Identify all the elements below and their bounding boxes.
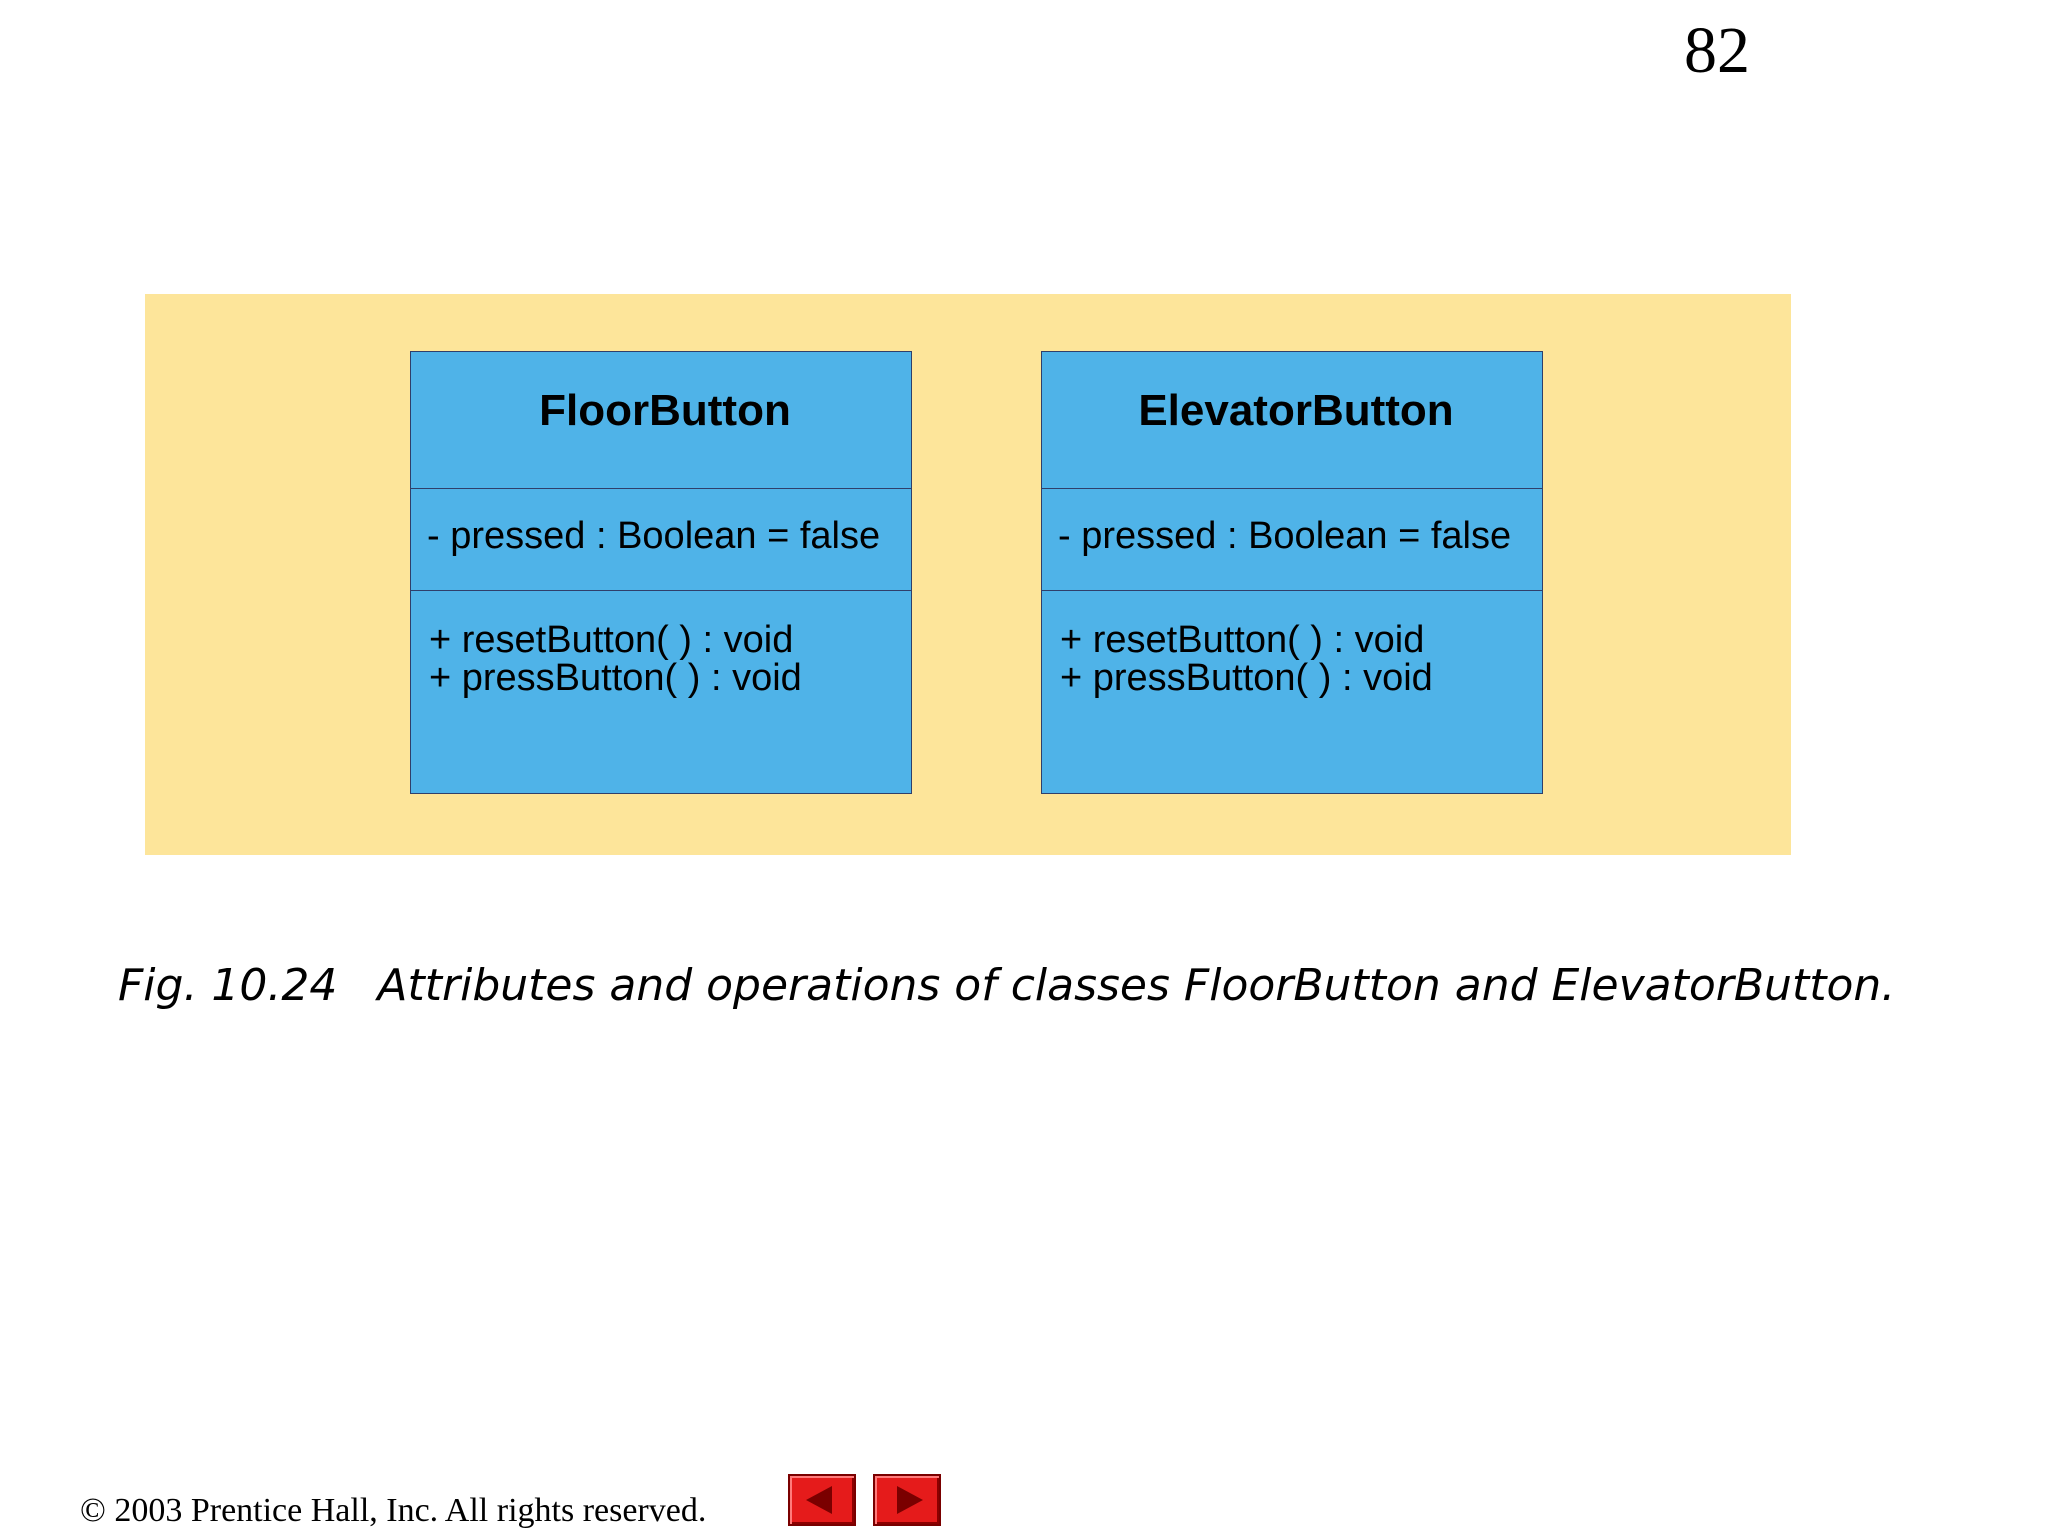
class-name: ElevatorButton: [1042, 352, 1542, 489]
operation: + pressButton( ) : void: [1060, 657, 1433, 699]
diagram-panel: [145, 294, 1791, 855]
figure-number: Fig. 10.24: [118, 960, 338, 1011]
class-attributes: [1042, 489, 1542, 591]
class-box-floorbutton: [410, 351, 912, 794]
operation: + resetButton( ) : void: [1060, 619, 1425, 661]
class-attributes: [411, 489, 911, 591]
attribute: - pressed : Boolean = false: [1058, 515, 1512, 557]
figure-caption: [118, 960, 1895, 1011]
previous-slide-button[interactable]: [788, 1474, 856, 1526]
operation: + pressButton( ) : void: [429, 657, 802, 699]
left-arrow-icon: [790, 1476, 854, 1524]
page-number: 82: [1684, 14, 1750, 87]
class-operations: [411, 591, 911, 697]
class-name: FloorButton: [411, 352, 911, 489]
attribute: - pressed : Boolean = false: [427, 515, 881, 557]
figure-caption-text: Attributes and operations of classes FloorButton and ElevatorButton.: [377, 960, 1896, 1011]
copyright-notice: © 2003 Prentice Hall, Inc. All rights reserved.: [80, 1492, 707, 1529]
class-operations: [1042, 591, 1542, 697]
next-slide-button[interactable]: [873, 1474, 941, 1526]
operation: + resetButton( ) : void: [429, 619, 794, 661]
right-arrow-icon: [875, 1476, 939, 1524]
class-box-elevatorbutton: [1041, 351, 1543, 794]
